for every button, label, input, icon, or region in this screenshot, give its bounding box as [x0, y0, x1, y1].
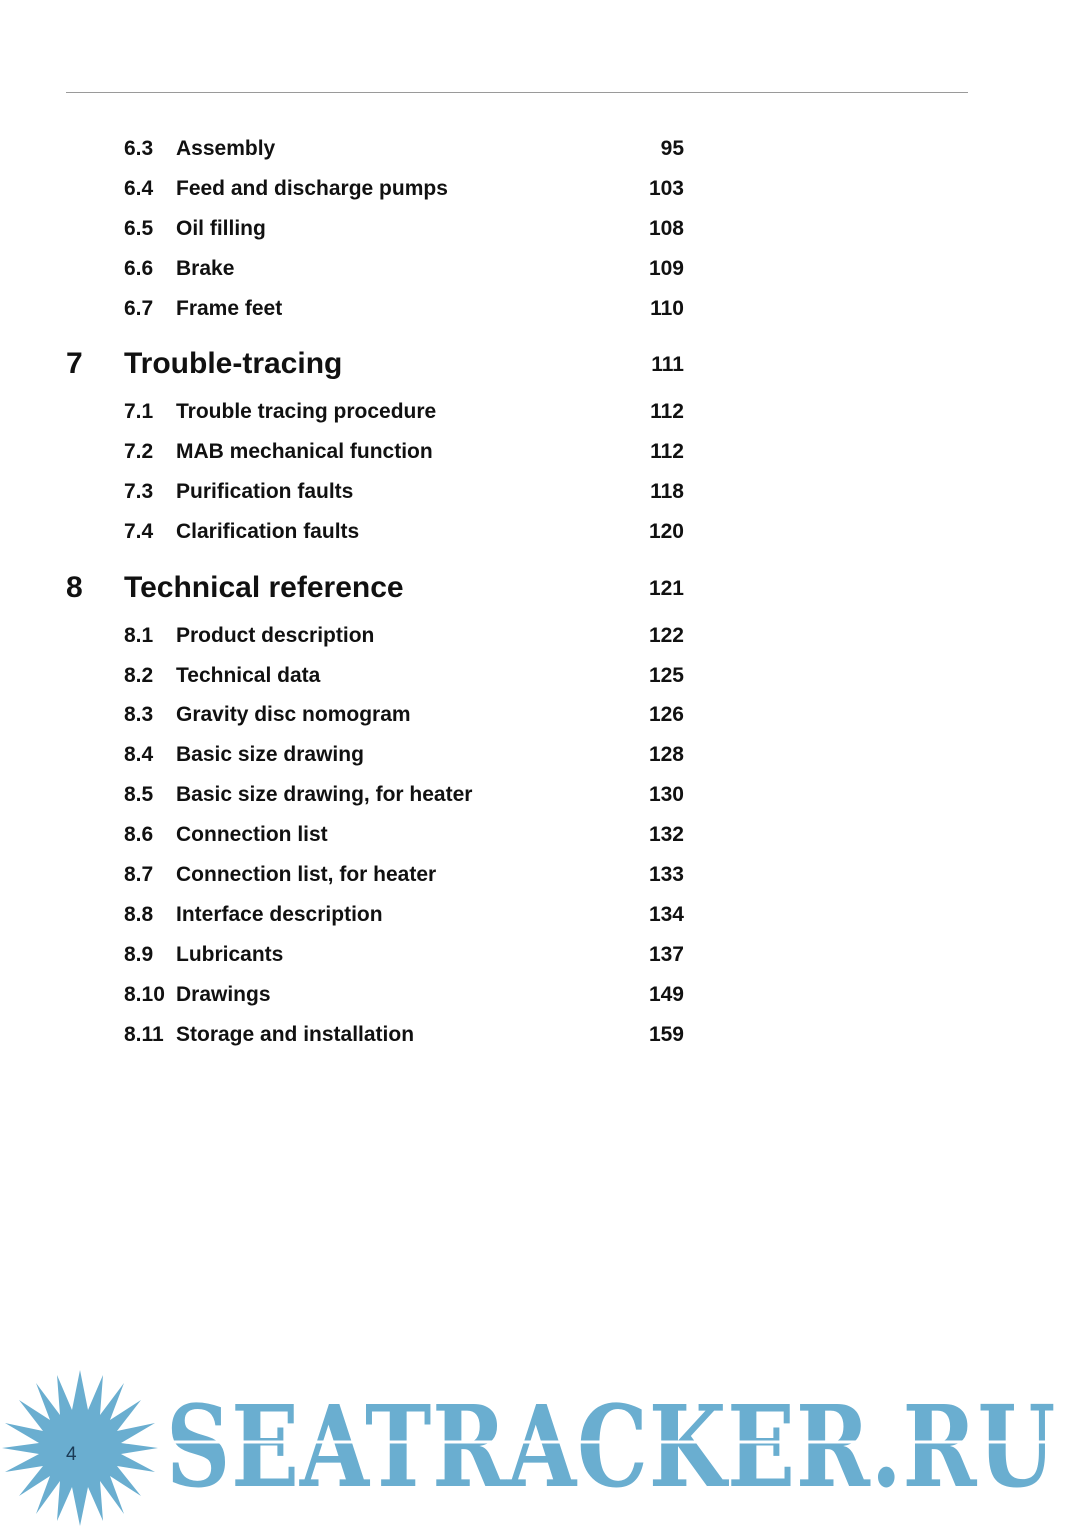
toc-entry-number: 8.4 [124, 743, 154, 766]
toc-entry-number: 8.10 [124, 983, 165, 1006]
toc-entry-title: Oil filling [176, 217, 266, 240]
toc-entry-6-5[interactable] [0, 214, 1080, 244]
toc-entry-8-10[interactable] [0, 980, 1080, 1010]
toc-chapter-title: Technical reference [124, 571, 404, 604]
toc-chapter-number: 7 [66, 347, 83, 380]
toc-entry-page: 109 [648, 257, 684, 280]
toc-entry-title: Connection list, for heater [176, 863, 437, 886]
toc-entry-title: Drawings [176, 983, 271, 1006]
toc-chapter-8[interactable] [0, 568, 1080, 608]
toc-entry-title: Purification faults [176, 480, 354, 503]
toc-entry-number: 8.2 [124, 664, 154, 687]
sun-disc-icon [42, 1410, 118, 1486]
toc-entry-number: 7.3 [124, 480, 154, 503]
sun-logo-icon [0, 1368, 160, 1528]
toc-entry-number: 7.2 [124, 440, 154, 463]
header-rule [66, 92, 968, 93]
toc-entry-title: Technical data [176, 664, 321, 687]
watermark-text: SEATRACKER.RU [166, 1382, 1056, 1513]
toc-entry-title: Storage and installation [176, 1023, 415, 1046]
toc-entry-7-2[interactable] [0, 437, 1080, 467]
page-number: 4 [66, 1444, 77, 1465]
toc-entry-page: 130 [648, 783, 684, 806]
toc-chapter-page: 111 [651, 353, 684, 376]
toc-entry-title: Trouble tracing procedure [176, 400, 437, 423]
toc-entry-8-9[interactable] [0, 940, 1080, 970]
toc-chapter-page: 121 [648, 577, 684, 600]
toc-entry-number: 6.3 [124, 137, 154, 160]
toc-entry-title: Connection list [176, 823, 328, 846]
toc-entry-7-3[interactable] [0, 477, 1080, 507]
toc-entry-title: Basic size drawing, for heater [176, 783, 473, 806]
toc-entry-page: 118 [650, 480, 684, 503]
toc-entry-title: Clarification faults [176, 520, 360, 543]
toc-entry-title: Interface description [176, 903, 383, 926]
toc-entry-number: 6.7 [124, 297, 154, 320]
toc-entry-title: MAB mechanical function [176, 440, 433, 463]
toc-entry-title: Product description [176, 624, 375, 647]
toc-entry-page: 112 [650, 440, 684, 463]
toc-entry-number: 8.8 [124, 903, 154, 926]
toc-entry-6-6[interactable] [0, 254, 1080, 284]
toc-entry-7-1[interactable] [0, 397, 1080, 427]
toc-entry-number: 8.5 [124, 783, 154, 806]
toc-entry-title: Basic size drawing [176, 743, 364, 766]
toc-entry-page: 103 [648, 177, 684, 200]
toc-chapter-7[interactable] [0, 344, 1080, 384]
toc-entry-page: 110 [650, 297, 684, 320]
toc-entry-page: 133 [648, 863, 684, 886]
toc-entry-number: 6.6 [124, 257, 154, 280]
toc-entry-8-8[interactable] [0, 900, 1080, 930]
toc-entry-title: Gravity disc nomogram [176, 703, 411, 726]
toc-entry-title: Feed and discharge pumps [176, 177, 448, 200]
toc-entry-number: 7.1 [124, 400, 154, 423]
toc-entry-page: 120 [648, 520, 684, 543]
toc-entry-page: 128 [648, 743, 684, 766]
toc-entry-8-5[interactable] [0, 780, 1080, 810]
watermark-logo [160, 1368, 1070, 1528]
toc-entry-6-4[interactable] [0, 174, 1080, 204]
toc-entry-page: 132 [648, 823, 684, 846]
toc-entry-page: 134 [648, 903, 684, 926]
toc-entry-7-4[interactable] [0, 517, 1080, 547]
toc-entry-number: 8.3 [124, 703, 154, 726]
toc-chapter-number: 8 [66, 571, 83, 604]
toc-entry-number: 6.4 [124, 177, 154, 200]
toc-entry-number: 8.7 [124, 863, 154, 886]
toc-entry-8-6[interactable] [0, 820, 1080, 850]
toc-entry-8-3[interactable] [0, 700, 1080, 730]
toc-entry-number: 8.9 [124, 943, 154, 966]
toc-entry-page: 122 [648, 624, 684, 647]
toc-entry-number: 7.4 [124, 520, 154, 543]
toc-entry-8-2[interactable] [0, 661, 1080, 691]
toc-chapter-title: Trouble-tracing [124, 347, 343, 380]
toc-entry-page: 137 [648, 943, 684, 966]
toc-entry-number: 8.1 [124, 624, 154, 647]
toc-entry-title: Assembly [176, 137, 276, 160]
toc-entry-page: 126 [648, 703, 684, 726]
toc-entry-number: 6.5 [124, 217, 154, 240]
toc-entry-page: 125 [648, 664, 684, 687]
toc-entry-8-4[interactable] [0, 740, 1080, 770]
toc-entry-number: 8.6 [124, 823, 154, 846]
toc-entry-8-11[interactable] [0, 1020, 1080, 1050]
toc-entry-title: Brake [176, 257, 235, 280]
toc-entry-page: 159 [648, 1023, 684, 1046]
toc-entry-page: 112 [650, 400, 684, 423]
page-footer [0, 1368, 1080, 1528]
toc-entry-page: 95 [660, 137, 684, 160]
toc-entry-number: 8.11 [124, 1023, 164, 1046]
toc-entry-page: 149 [648, 983, 684, 1006]
toc-entry-6-3[interactable] [0, 134, 1080, 164]
toc-entry-8-7[interactable] [0, 860, 1080, 890]
toc-entry-title: Lubricants [176, 943, 284, 966]
toc-entry-6-7[interactable] [0, 294, 1080, 324]
toc-entry-8-1[interactable] [0, 621, 1080, 651]
toc-entry-title: Frame feet [176, 297, 283, 320]
toc-entry-page: 108 [648, 217, 684, 240]
